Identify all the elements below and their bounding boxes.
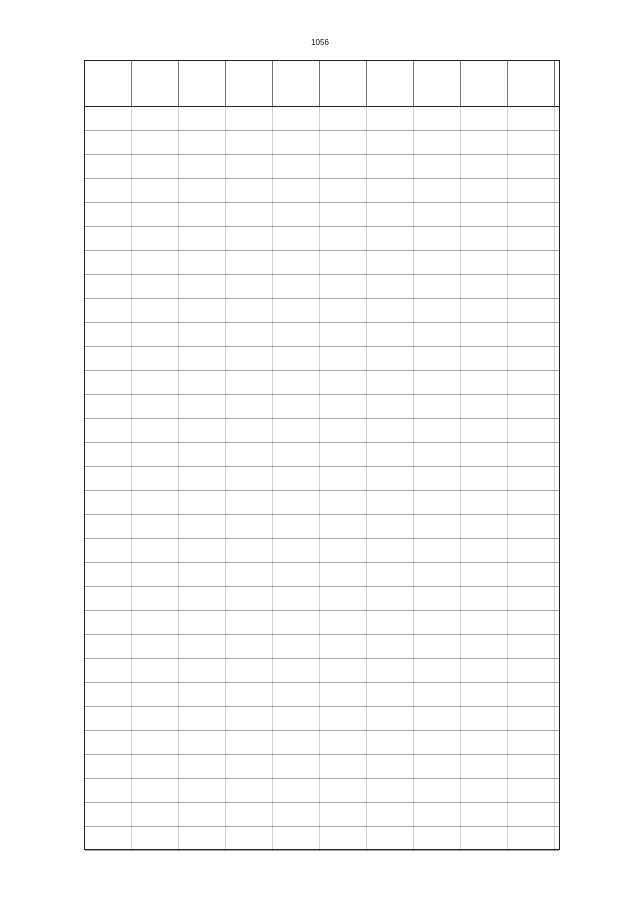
- table-header: [85, 61, 559, 107]
- page-number: 1056: [311, 38, 329, 47]
- table-body: [85, 107, 559, 851]
- price-table: [84, 60, 560, 850]
